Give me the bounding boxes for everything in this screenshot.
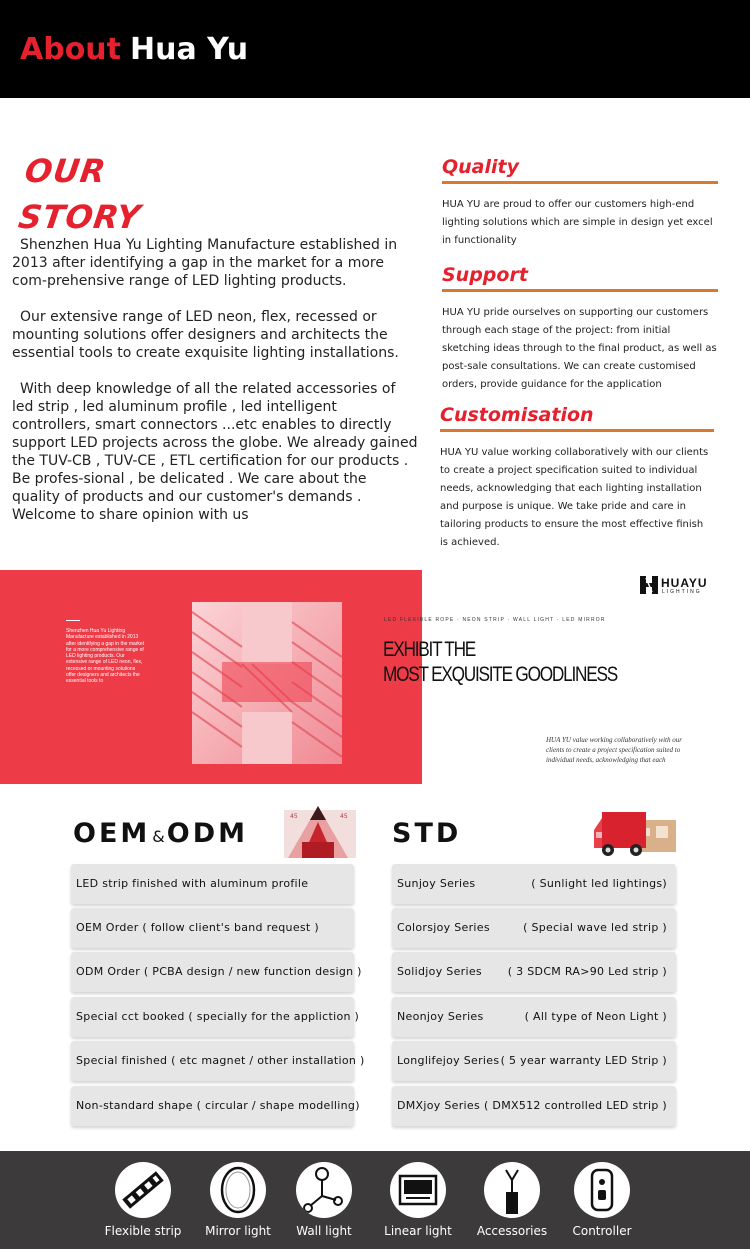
oem-item-label: LED strip finished with aluminum profile [76, 877, 309, 890]
controller-icon [574, 1162, 630, 1218]
std-item-name: Neonjoy Series [397, 1010, 484, 1023]
feature-customisation [440, 404, 714, 552]
accessories-icon [484, 1162, 540, 1218]
banner-quote: HUA YU value working collaboratively with our clients to create a project specification suited to individual needs, acknowledging that each [546, 736, 682, 764]
story-title [16, 148, 151, 240]
category-label: Wall light [296, 1224, 352, 1238]
oem-item [71, 864, 354, 904]
wall-light-icon [296, 1162, 352, 1218]
story-title-line2: STORY [16, 198, 144, 236]
category-label: Accessories [476, 1224, 548, 1238]
oem-title-amp: & [152, 827, 165, 846]
feature-title: Quality [442, 156, 718, 184]
banner-headline [383, 637, 617, 687]
oem-item-label: Special finished ( etc magnet / other installation ) [76, 1054, 365, 1067]
category-label: Mirror light [205, 1224, 271, 1238]
feature-text: HUA YU value working collaboratively with our clients to create a project specification suited to individual needs, acknowledging that each lighting installation and purpose is unique. We take pride and care in tailoring products to ensure the most effective finish is achieved. [440, 447, 709, 548]
story-text [12, 236, 418, 542]
std-item [392, 952, 676, 992]
feature-title: Support [442, 264, 718, 292]
story-paragraph: Shenzhen Hua Yu Lighting Manufacture established in 2013 after identifying a gap in the market for a more com-prehensive range of LED lighting products. [12, 237, 398, 289]
category-label: Linear light [384, 1224, 452, 1238]
category-linear-light[interactable] [378, 1162, 458, 1238]
feature-quality [442, 156, 718, 250]
svg-text:45: 45 [340, 813, 348, 820]
category-label: Flexible strip [104, 1224, 182, 1238]
oem-item [71, 952, 362, 992]
category-accessories[interactable] [472, 1162, 552, 1238]
std-title: STD [392, 818, 462, 849]
oem-item-label: Non-standard shape ( circular / shape modelling) [76, 1099, 360, 1112]
feature-title: Customisation [440, 404, 714, 432]
delivery-truck-icon [594, 806, 676, 858]
brand-subtitle: LIGHTING [662, 589, 702, 595]
category-wall-light[interactable] [284, 1162, 364, 1238]
brand-name: HUAYU [661, 576, 708, 590]
std-item-desc: ( Sunlight led lightings) [531, 877, 667, 890]
banner-headline-line1: EXHIBIT THE [383, 638, 476, 661]
mirror-light-icon [210, 1162, 266, 1218]
std-item-desc: ( Special wave led strip ) [523, 921, 667, 934]
header-company-name: Hua Yu [130, 32, 249, 67]
story-paragraph: With deep knowledge of all the related accessories of led strip , led aluminum profile , led intelligent controllers, smart connectors ...etc enables to directly support LED projects across the globe. We already gained the TUV-CB , TUV-CE , ETL certification for our products . Be profes-sional , be delicated . We care about the quality of products and our customer's demands . Welcome to share opinion with us [12, 381, 418, 523]
feature-text: HUA YU pride ourselves on supporting our customers through each stage of the project: from initial sketching ideas through to the final product, as well as post-sale consultations. We can create customised orders, provide guidance for the application [442, 307, 717, 390]
std-item-desc: ( All type of Neon Light ) [524, 1010, 667, 1023]
category-controller[interactable] [562, 1162, 642, 1238]
std-item-name: DMXjoy Series [397, 1099, 481, 1112]
banner-small-text: Shenzhen Hua Yu Lighting Manufacture established in 2013 after identifying a gap in the market for a more comprehensive range of LED lighting products. Our extensive range of LED neon, flex, recessed or mounting solutions offer designers and architects the essential tools to [66, 628, 145, 685]
oem-title-a: OEM [73, 818, 151, 849]
banner-categories: LED FLEXIBLE ROPE · NEON STRIP · WALL LIGHT · LED MIRROR [384, 617, 606, 623]
story-paragraph: Our extensive range of LED neon, flex, recessed or mounting solutions offer designers and architects the essential tools to create exquisite lighting installations. [12, 309, 399, 361]
feature-text: HUA YU are proud to offer our customers high-end lighting solutions which are simple in design yet excel in functionality [442, 199, 713, 246]
std-item [392, 1041, 676, 1081]
story-title-line1: OUR [22, 152, 109, 190]
huayu-logo-icon [640, 576, 658, 594]
header-about: About [20, 32, 122, 67]
oem-item [71, 1086, 360, 1126]
category-mirror-light[interactable] [198, 1162, 278, 1238]
huayu-3d-logo-image [192, 602, 342, 764]
oem-title-b: ODM [166, 818, 248, 849]
oem-item [71, 908, 354, 948]
std-item-name: Colorsjoy Series [397, 921, 490, 934]
banner-divider [66, 620, 80, 621]
oem-odm-title [73, 818, 248, 849]
std-item-desc: ( DMX512 controlled LED strip ) [484, 1099, 667, 1112]
pencil-ruler-icon [278, 802, 360, 858]
oem-item-label: ODM Order ( PCBA design / new function design ) [76, 965, 362, 978]
std-item-desc: ( 3 SDCM RA>90 Led strip ) [507, 965, 667, 978]
oem-item [71, 1041, 365, 1081]
category-flexible-strip[interactable] [103, 1162, 183, 1238]
huayu-brand-logo [640, 576, 720, 596]
std-item-name: Longlifejoy Series [397, 1054, 500, 1067]
linear-light-icon [390, 1162, 446, 1218]
banner-headline-line2: MOST EXQUISITE GOODLINESS [383, 663, 617, 686]
std-item [392, 997, 676, 1037]
std-item [392, 908, 676, 948]
std-item-name: Solidjoy Series [397, 965, 482, 978]
std-item [392, 864, 676, 904]
feature-support [442, 264, 718, 394]
svg-text:45: 45 [290, 813, 298, 820]
std-item [392, 1086, 676, 1126]
oem-item-label: OEM Order ( follow client's band request ) [76, 921, 319, 934]
oem-item-label: Special cct booked ( specially for the appliction ) [76, 1010, 360, 1023]
flexible-strip-icon [115, 1162, 171, 1218]
std-item-name: Sunjoy Series [397, 877, 476, 890]
category-label: Controller [572, 1224, 632, 1238]
page-header [0, 0, 750, 98]
oem-item [71, 997, 360, 1037]
std-item-desc: ( 5 year warranty LED Strip ) [500, 1054, 667, 1067]
